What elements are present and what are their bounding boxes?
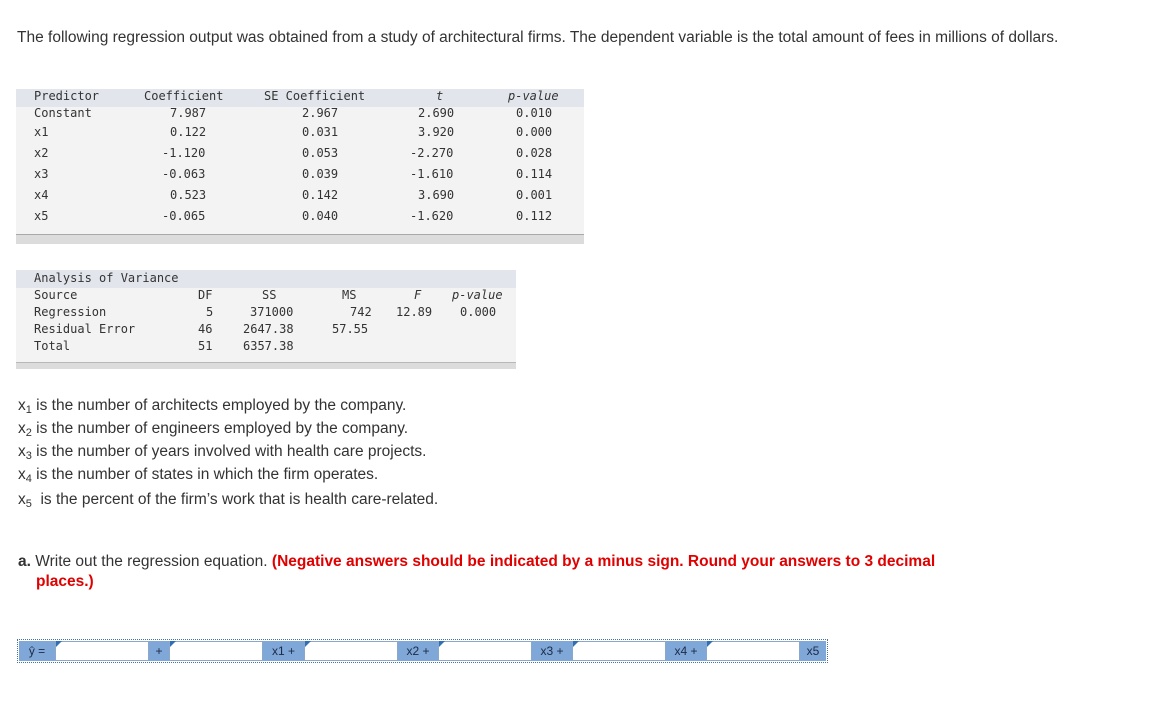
table-row [16,125,584,145]
x4-coefficient-input[interactable] [572,641,666,661]
question-a [18,552,1098,592]
definition-x2 [18,419,438,442]
ms-cell: 57.55 [332,322,369,336]
header-t: t [436,89,444,103]
se-cell: 2.967 [302,106,339,120]
se-cell: 0.039 [302,167,339,181]
x1-label: x1 + [263,641,304,661]
header-ss: SS [262,288,277,302]
header-se-coefficient: SE Coefficient [264,89,366,103]
predictor-cell: Constant [34,106,92,120]
definition-text: is the number of engineers employed by the company. [31,420,409,437]
df-cell: 5 [206,305,214,319]
p-cell: 0.000 [516,125,553,139]
coefficient-cell: 0.523 [170,188,207,202]
se-cell: 0.142 [302,188,339,202]
predictor-cell: x3 [34,167,49,181]
p-cell: 0.001 [516,188,553,202]
x1-coefficient-input[interactable] [169,641,263,661]
predictor-cell: x5 [34,209,49,223]
anova-bottom-rule [16,362,516,369]
definition-x4 [18,465,438,488]
question-line-2 [18,572,1098,592]
input-flag-icon [305,641,311,647]
anova-table [16,270,516,368]
coefficient-cell: -1.120 [162,146,206,160]
p-cell: 0.028 [516,146,553,160]
x3-coefficient-input[interactable] [438,641,532,661]
t-cell: 3.920 [418,125,455,139]
p-cell: 0.000 [460,305,497,319]
header-predictor: Predictor [34,89,100,103]
input-flag-icon [573,641,579,647]
plus-label: + [149,641,169,661]
se-cell: 0.031 [302,125,339,139]
table-row [16,146,584,166]
x2-label: x2 + [398,641,438,661]
var-symbol: $x_1$ [18,397,32,416]
coefficient-cell: 7.987 [170,106,207,120]
t-cell: -2.270 [410,146,454,160]
header-ms: MS [342,288,357,302]
input-flag-icon [56,641,62,647]
predictor-cell: x1 [34,125,49,139]
input-flag-icon [707,641,713,647]
source-cell: Regression [34,305,107,319]
anova-header [16,288,516,305]
table-row [16,167,584,187]
t-cell: -1.620 [410,209,454,223]
definition-text: is the number of states in which the firm operates. [31,466,379,483]
variable-definitions [18,396,438,515]
header-df: DF [198,288,213,302]
var-symbol: $x_2$ [18,420,32,439]
header-p-value: p-value [452,288,503,302]
t-cell: -1.610 [410,167,454,181]
question-warning: (Negative answers should be indicated by a minus sign. Round your answers to 3 decimal [271,553,936,570]
table-row [16,209,584,229]
p-cell: 0.114 [516,167,553,181]
yhat-label: ŷ = [19,641,55,661]
table-row [16,188,584,208]
ss-cell: 371000 [250,305,294,319]
f-cell: 12.89 [396,305,433,319]
regression-equation-answer-row [17,639,828,663]
df-cell: 46 [198,322,213,336]
var-symbol: $x_5$ [18,491,32,510]
ss-cell: 2647.38 [243,322,294,336]
predictor-cell: x4 [34,188,49,202]
t-cell: 3.690 [418,188,455,202]
coefficient-cell: 0.122 [170,125,207,139]
p-cell: 0.010 [516,106,553,120]
input-flag-icon [439,641,445,647]
question-warning-cont: places.) [36,573,94,590]
definition-text: is the number of architects employed by the company. [31,397,407,414]
p-cell: 0.112 [516,209,553,223]
coefficient-cell: -0.065 [162,209,206,223]
table-row [16,305,516,322]
predictor-cell: x2 [34,146,49,160]
constant-input[interactable] [55,641,149,661]
header-source: Source [34,288,78,302]
anova-title [16,271,516,288]
x5-coefficient-input[interactable] [706,641,800,661]
var-symbol: $x_4$ [18,466,32,485]
source-cell: Total [34,339,71,353]
header-coefficient: Coefficient [144,89,224,103]
coefficient-table-bottom-rule [16,234,584,244]
var-symbol: $x_3$ [18,443,32,462]
t-cell: 2.690 [418,106,455,120]
anova-title-text: Analysis of Variance [34,271,179,285]
header-p-value: p-value [508,89,559,103]
x4-label: x4 + [666,641,706,661]
x3-label: x3 + [532,641,572,661]
table-row [16,339,516,356]
table-row [16,106,584,126]
question-text: Write out the regression equation. [30,553,272,570]
coefficient-cell: -0.063 [162,167,206,181]
ms-cell: 742 [350,305,372,319]
df-cell: 51 [198,339,213,353]
definition-x5 [18,490,438,515]
x2-coefficient-input[interactable] [304,641,398,661]
se-cell: 0.053 [302,146,339,160]
definition-text: is the number of years involved with health care projects. [31,443,427,460]
definition-x1 [18,396,438,419]
coefficient-table [16,89,584,243]
problem-intro: The following regression output was obtained from a study of architectural firms. The dependent variable is the total amount of fees in millions of dollars. [17,29,1059,46]
se-cell: 0.040 [302,209,339,223]
input-flag-icon [170,641,176,647]
definition-text: is the percent of the firm’s work that is health care-related. [31,491,439,508]
x5-label: x5 [800,641,826,661]
question-line-1 [18,552,1098,572]
source-cell: Residual Error [34,322,136,336]
question-letter: a. [18,553,31,570]
ss-cell: 6357.38 [243,339,294,353]
header-f: F [414,288,422,302]
definition-x3 [18,442,438,465]
table-row [16,322,516,339]
